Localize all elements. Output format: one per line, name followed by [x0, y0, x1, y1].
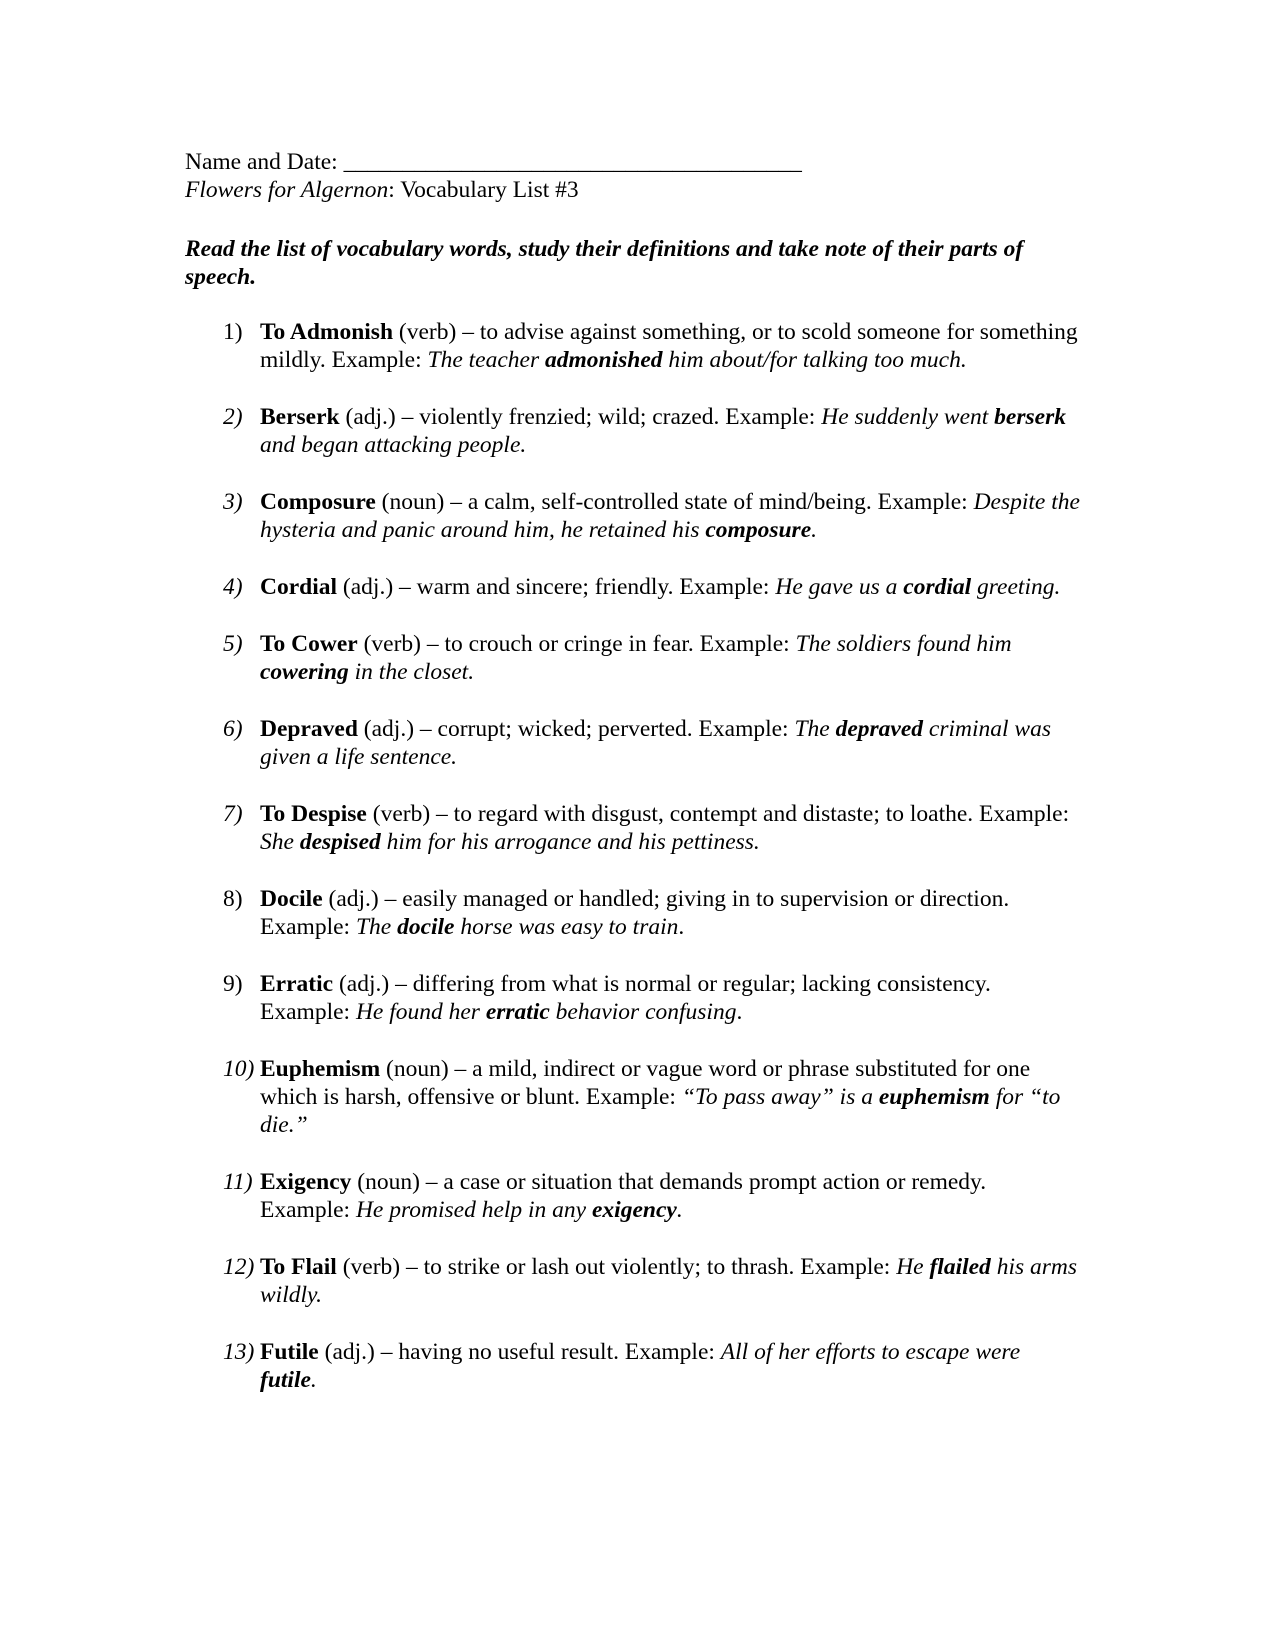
vocab-item	[0, 318, 1080, 374]
example-before: She	[260, 829, 300, 855]
example-after: in the closet.	[348, 659, 475, 685]
vocab-term: Exigency	[260, 1169, 352, 1195]
example-after: for “to die.”	[260, 1084, 1061, 1138]
vocab-item	[0, 1338, 1080, 1394]
part-of-speech: (noun)	[375, 489, 445, 515]
definition: – corrupt; wicked; perverted. Example:	[414, 716, 795, 742]
vocab-item	[0, 970, 1080, 1026]
definition: – to strike or lash out violently; to thrash. Example:	[400, 1254, 897, 1280]
example-after: horse was easy to train	[454, 914, 679, 940]
example-tail: .	[678, 914, 685, 940]
definition: – differing from what is normal or regular; lacking consistency. Example:	[260, 971, 991, 1025]
vocab-term: Depraved	[260, 716, 358, 742]
example-word: admonished	[545, 347, 663, 373]
item-number: 4)	[223, 574, 243, 600]
vocab-item	[0, 630, 1080, 686]
vocab-term: Berserk	[260, 404, 340, 430]
item-number: 10)	[223, 1056, 255, 1082]
example-before: He	[896, 1254, 930, 1280]
vocab-item	[0, 800, 1080, 856]
definition: – having no useful result. Example:	[374, 1339, 721, 1365]
item-number: 9)	[223, 971, 243, 997]
example-before: The	[355, 914, 398, 940]
vocab-item	[0, 715, 1080, 771]
example-after: him for his arrogance and his pettiness.	[380, 829, 760, 855]
definition: – warm and sincere; friendly. Example:	[393, 574, 776, 600]
example-word: despised	[299, 829, 381, 855]
example-before: He found her	[355, 999, 486, 1025]
example-before: He promised help in any	[355, 1197, 592, 1223]
example-after: behavior confusing	[549, 999, 737, 1025]
vocab-term: Cordial	[260, 574, 338, 600]
name-date-line	[185, 148, 1085, 176]
part-of-speech: (adj.)	[333, 971, 390, 997]
name-date-label: Name and Date:	[185, 149, 344, 175]
definition: – a mild, indirect or vague word or phrase substituted for one which is harsh, offensive or blunt. Example:	[260, 1056, 1031, 1110]
example-word: composure	[705, 517, 812, 543]
definition: – to crouch or cringe in fear. Example:	[421, 631, 796, 657]
item-number: 8)	[223, 886, 243, 912]
item-number: 6)	[223, 716, 243, 742]
instructions: Read the list of vocabulary words, study their definitions and take note of their parts of speech.	[185, 236, 1024, 290]
example-after: him about/for talking too much.	[662, 347, 967, 373]
example-sentence	[356, 914, 678, 940]
definition: – to advise against something, or to scold someone for something mildly. Example:	[260, 319, 1078, 373]
example-sentence	[356, 1197, 683, 1223]
part-of-speech: (noun)	[380, 1056, 449, 1082]
definition: – violently frenzied; wild; crazed. Example:	[395, 404, 822, 430]
example-tail: .	[736, 999, 743, 1025]
name-date-blank: _______________________________________	[343, 149, 802, 175]
definition: – easily managed or handled; giving in to supervision or direction. Example:	[260, 886, 1010, 940]
example-sentence	[356, 999, 737, 1025]
example-word: flailed	[929, 1254, 991, 1280]
example-word: docile	[397, 914, 455, 940]
example-word: cordial	[903, 574, 972, 600]
part-of-speech: (verb)	[366, 801, 431, 827]
example-before: The	[794, 716, 836, 742]
example-before: All of her efforts to escape were	[720, 1339, 1021, 1365]
vocab-term: Euphemism	[260, 1056, 381, 1082]
vocabulary-list	[0, 318, 1275, 1423]
vocab-term: To Despise	[260, 801, 367, 827]
example-after: .	[310, 1367, 317, 1393]
vocab-term: Docile	[260, 886, 323, 912]
definition: – to regard with disgust, contempt and distaste; to loathe. Example:	[430, 801, 1070, 827]
vocab-term: Erratic	[260, 971, 334, 997]
part-of-speech: (adj.)	[357, 716, 415, 742]
example-after: greeting.	[971, 574, 1061, 600]
example-word: euphemism	[878, 1084, 990, 1110]
vocab-term: To Cower	[260, 631, 358, 657]
part-of-speech: (adj.)	[322, 886, 379, 912]
item-number: 5)	[223, 631, 243, 657]
example-before: Despite the hysteria and panic around him, he retained his	[260, 489, 1080, 543]
example-after: and began attacking people.	[260, 432, 527, 458]
part-of-speech: (verb)	[357, 631, 421, 657]
example-sentence	[775, 574, 1060, 600]
item-number: 1)	[223, 319, 243, 345]
example-word: futile	[260, 1367, 311, 1393]
part-of-speech: (verb)	[393, 319, 457, 345]
example-after: his arms wildly.	[260, 1254, 1077, 1308]
example-before: The soldiers found him	[795, 631, 1012, 657]
example-before: He gave us a	[775, 574, 904, 600]
vocab-item	[0, 573, 1080, 601]
book-title: Flowers for Algernon	[185, 177, 389, 203]
list-title	[185, 176, 1085, 204]
example-sentence	[260, 829, 760, 855]
example-word: exigency	[591, 1197, 677, 1223]
example-after: .	[811, 517, 817, 543]
definition: – a calm, self-controlled state of mind/being. Example:	[444, 489, 974, 515]
example-word: erratic	[485, 999, 550, 1025]
vocab-item	[0, 1253, 1080, 1309]
item-number: 7)	[223, 801, 243, 827]
list-label: : Vocabulary List #3	[388, 177, 579, 203]
vocab-item	[0, 1168, 1080, 1224]
item-number: 3)	[223, 489, 243, 515]
part-of-speech: (adj.)	[339, 404, 396, 430]
vocab-item	[0, 488, 1080, 544]
example-word: cowering	[260, 659, 349, 685]
example-before: “To pass away” is a	[681, 1084, 879, 1110]
example-sentence	[428, 347, 967, 373]
definition: – a case or situation that demands prompt action or remedy. Example:	[260, 1169, 987, 1223]
vocab-item	[0, 403, 1080, 459]
example-before: The teacher	[427, 347, 545, 373]
part-of-speech: (adj.)	[337, 574, 394, 600]
part-of-speech: (verb)	[336, 1254, 401, 1280]
example-word: depraved	[835, 716, 924, 742]
example-after: criminal was given a life sentence.	[260, 716, 1051, 770]
vocab-term: To Flail	[260, 1254, 337, 1280]
example-after: .	[676, 1197, 683, 1223]
item-number: 12)	[223, 1254, 255, 1280]
part-of-speech: (adj.)	[318, 1339, 375, 1365]
worksheet-header	[185, 148, 1085, 204]
example-before: He suddenly went	[821, 404, 995, 430]
vocab-item	[0, 885, 1080, 941]
part-of-speech: (noun)	[351, 1169, 420, 1195]
item-number: 2)	[223, 404, 243, 430]
vocab-term: Futile	[260, 1339, 319, 1365]
item-number: 11)	[223, 1169, 253, 1195]
vocab-item	[0, 1055, 1080, 1139]
example-word: berserk	[994, 404, 1066, 430]
vocab-term: To Admonish	[260, 319, 394, 345]
item-number: 13)	[223, 1339, 255, 1365]
vocab-term: Composure	[260, 489, 376, 515]
